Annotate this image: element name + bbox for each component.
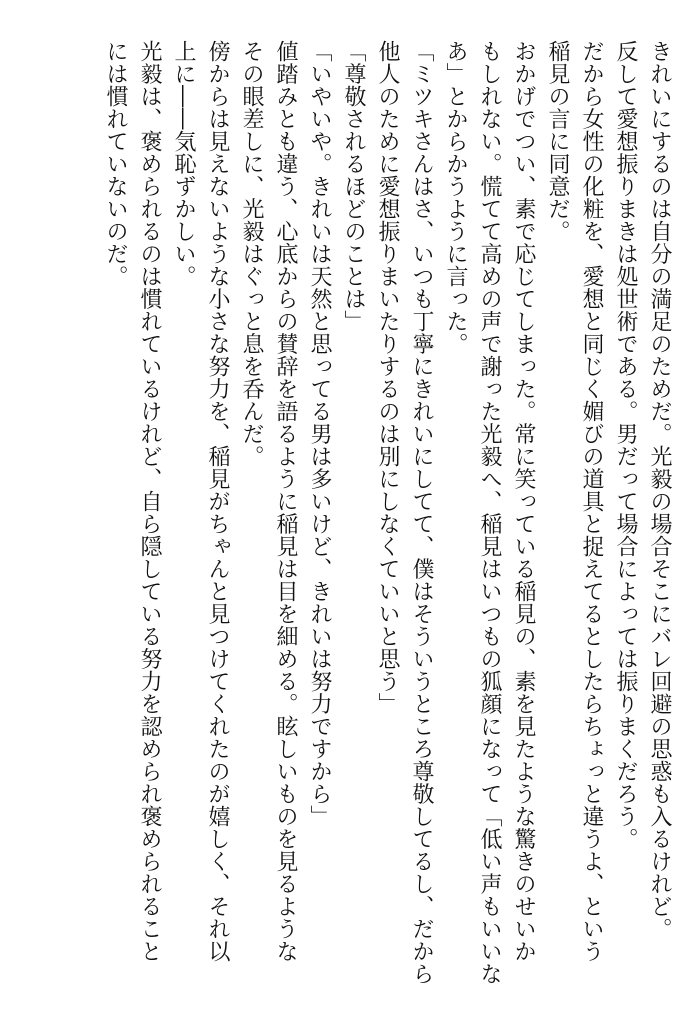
text-line: 「ミツキさんはさ、いつも丁寧にきれいにしてて、僕はそういうところ尊敬してるし、だから bbox=[409, 40, 434, 985]
text-line: 光毅は、褒められるのは慣れているけれど、自ら隠している努力を認められ褒められること bbox=[137, 40, 162, 963]
text-line: 反して愛想振りまきは処世術である。男だって場合によっては振りまくだろう。 bbox=[613, 40, 638, 850]
text-line: あ」とからかうように言った。 bbox=[443, 40, 468, 355]
text-line: もしれない。慌てて高めの声で謝った光毅へ、稲見はいつもの狐顔になって「低い声もいいな bbox=[477, 40, 502, 985]
text-line: 値踏みとも違う、心底からの賛辞を語るように稲見は目を細める。眩しいものを見るような bbox=[273, 40, 298, 963]
text-line: 傍からは見えないような小さな努力を、稲見がちゃんと見つけてくれたのが嬉しく、それ以 bbox=[205, 40, 230, 963]
text-line: 「尊敬されるほどのことは」 bbox=[341, 40, 366, 333]
vertical-text-body bbox=[16, 40, 676, 990]
text-line: 上に――気恥ずかしい。 bbox=[171, 40, 196, 288]
text-line: だから女性の化粧を、愛想と同じく媚びの道具と捉えてるとしたらちょっと違うよ、という bbox=[579, 40, 604, 963]
text-line: おかげでつい、素で応じてしまった。常に笑っている稲見の、素を見たような驚きのせいか bbox=[511, 40, 536, 963]
text-line: その眼差しに、光毅はぐっと息を呑んだ。 bbox=[239, 40, 264, 468]
text-line: 他人のために愛想振りまいたりするのは別にしなくていいと思う」 bbox=[375, 40, 400, 715]
text-line: 稲見の言に同意だ。 bbox=[545, 40, 570, 243]
text-line: 「いやいや。きれいは天然と思ってる男は多いけど、きれいは努力ですから」 bbox=[307, 40, 332, 828]
text-line: には慣れていないのだ。 bbox=[103, 40, 128, 288]
text-line: きれいにするのは自分の満足のためだ。光毅の場合そこにバレ回避の思惑も入るけれど。 bbox=[647, 40, 672, 940]
